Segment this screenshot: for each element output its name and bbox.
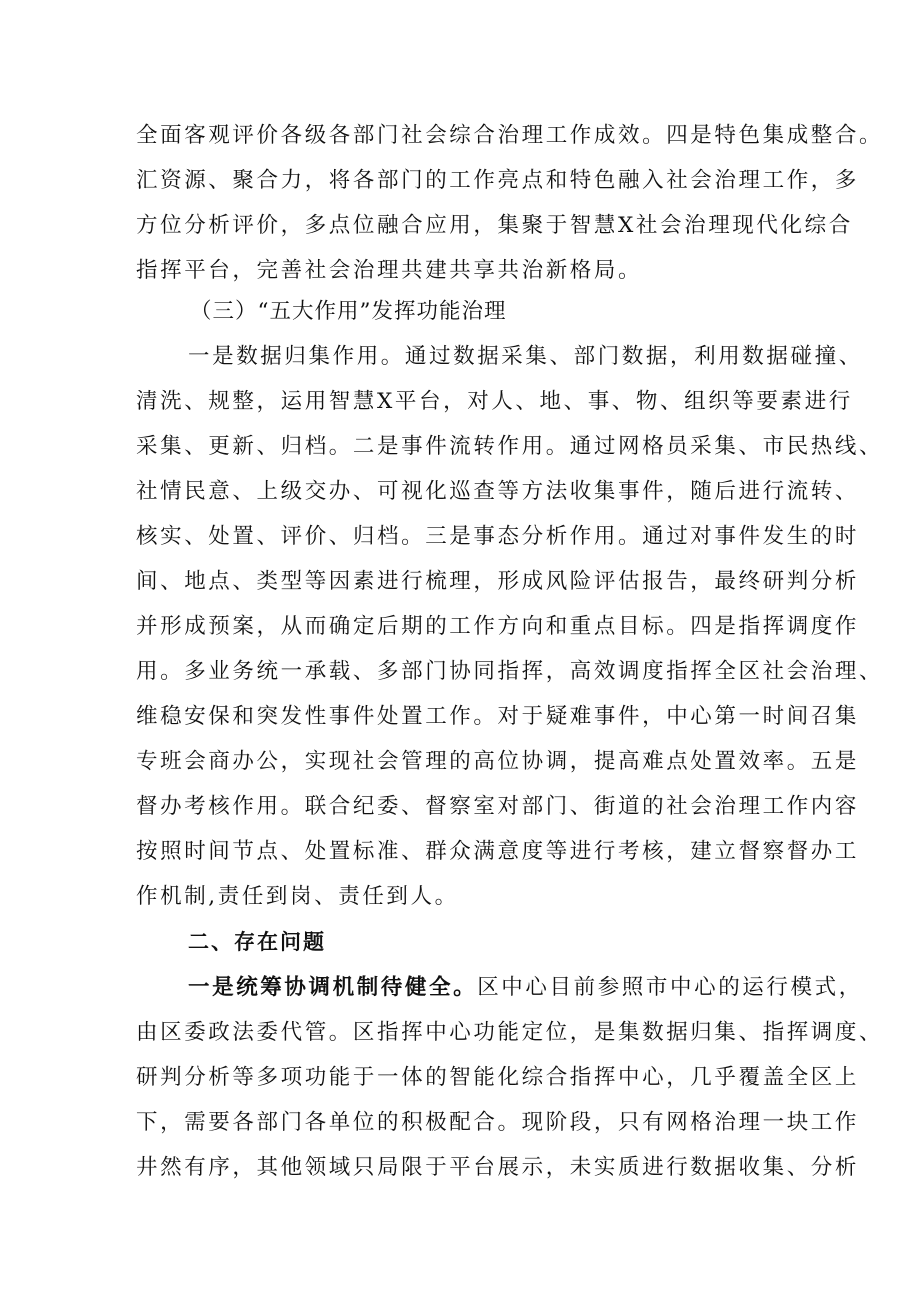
paragraph-line: 方位分析评价，多点位融合应用，集聚于智慧X社会治理现代化综合 [136, 213, 853, 238]
paragraph-line: 全面客观评价各级各部门社会综合治理工作成效。四是特色集成整合。 [136, 123, 884, 148]
paragraph-line: 一是数据归集作用。通过数据采集、部门数据，利用数据碰撞、 [188, 344, 863, 369]
paragraph-line [188, 973, 863, 1003]
paragraph-line: 研判分析等多项功能于一体的智能化综合指挥中心，几乎覆盖全区上 [136, 1065, 860, 1090]
paragraph-line: 汇资源、聚合力，将各部门的工作亮点和特色融入社会治理工作，多 [136, 168, 860, 193]
paragraph-line: 核实、处置、评价、归档。三是事态分析作用。通过对事件发生的时 [136, 524, 860, 549]
paragraph-line: 用。多业务统一承载、多部门协同指挥，高效调度指挥全区社会治理、 [136, 659, 884, 684]
paragraph-line: 指挥平台，完善社会治理共建共享共治新格局。 [136, 258, 643, 283]
paragraph-line: 社情民意、上级交办、可视化巡查等方法收集事件，随后进行流转、 [136, 479, 860, 504]
paragraph-line: 采集、更新、归档。二是事件流转作用。通过网格员采集、市民热线、 [136, 434, 884, 459]
paragraph-line: 并形成预案，从而确定后期的工作方向和重点目标。四是指挥调度作 [136, 614, 860, 639]
paragraph-line: 井然有序，其他领域只局限于平台展示，未实质进行数据收集、分析 [136, 1155, 860, 1180]
paragraph-line: 按照时间节点、处置标准、群众满意度等进行考核，建立督察督办工 [136, 839, 860, 864]
paragraph-line: 清洗、规整，运用智慧X平台，对人、地、事、物、组织等要素进行 [136, 389, 853, 414]
paragraph-line: 专班会商办公，实现社会管理的高位协调，提高难点处置效率。五是 [136, 749, 860, 774]
paragraph-line: 维稳安保和突发性事件处置工作。对于疑难事件，中心第一时间召集 [136, 704, 860, 729]
paragraph-line: 间、地点、类型等因素进行梳理，形成风险评估报告，最终研判分析 [136, 569, 860, 594]
paragraph-line: 下，需要各部门各单位的积极配合。现阶段，只有网格治理一块工作 [136, 1110, 860, 1135]
paragraph-text: 区中心目前参照市中心的运行模式， [477, 975, 863, 1000]
paragraph-line: 督办考核作用。联合纪委、督察室对部门、街道的社会治理工作内容 [136, 794, 860, 819]
section-heading: 二、存在问题 [188, 930, 326, 954]
paragraph-line: 由区委政法委代管。区指挥中心功能定位，是集数据归集、指挥调度、 [136, 1020, 884, 1045]
paragraph-line: 作机制,责任到岗、责任到人。 [136, 884, 459, 909]
bold-lead: 一是统筹协调机制待健全。 [188, 975, 478, 1000]
section-heading: （三）“五大作用”发挥功能治理 [190, 299, 507, 324]
